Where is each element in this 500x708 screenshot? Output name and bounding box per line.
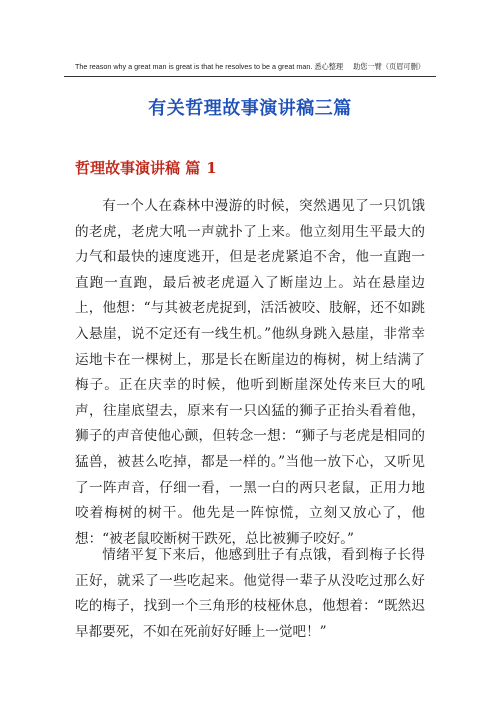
section-heading-text: 哲理故事演讲稿 篇 (75, 159, 201, 177)
page-header (64, 62, 436, 71)
header-divider (64, 76, 436, 77)
document-title: 有关哲理故事演讲稿三篇 (148, 98, 352, 119)
header-quote-chinese: 悉心整理 (314, 62, 344, 71)
header-note: 助您一臂（页眉可删） (353, 62, 425, 71)
section-heading (75, 157, 217, 179)
paragraph-2: 情绪平复下来后，他感到肚子有点饿，看到梅子长得正好，就采了一些吃起来。他觉得一辈子从没吃过那么好吃的梅子，找到一个三角形的枝桠休息，他想着：“既然迟早都要死，不如在死前好好睡上一觉吧！” (75, 547, 425, 640)
paragraph-1: 有一个人在森林中漫游的时候，突然遇见了一只饥饿的老虎，老虎大吼一声就扑了上来。他立刻用生平最大的力气和最快的速度逃开，但是老虎紧追不舍，他一直跑一直跑一直跑，最后被老虎逼入了断崖边上。站在悬崖边上，他想：“与其被老虎捉到，活活被咬、肢解，还不如跳入悬崖，说不定还有一线生机。”他纵身跳入悬崖，非常幸运地卡在一棵树上，那是长在断崖边的梅树，树上结满了梅子。正在庆幸的时候，他听到断崖深处传来巨大的吼声，往崖底望去，原来有一只凶猛的狮子正抬头看着他，狮子的声音使他心颤，但转念一想：“狮子与老虎是相同的猛兽，被甚么吃掉，都是一样的。”当他一放下心，又听见了一阵声音，仔细一看，一黑一白的两只老鼠，正用力地咬着梅树的树干。他先是一阵惊慌，立刻又放心了，他想：“被老鼠咬断树干跌死，总比被狮子咬好。” (75, 198, 425, 547)
section-heading-number: 1 (206, 159, 217, 177)
header-quote-english: The reason why a great man is great is that he resolves to be a great man. (75, 62, 313, 71)
